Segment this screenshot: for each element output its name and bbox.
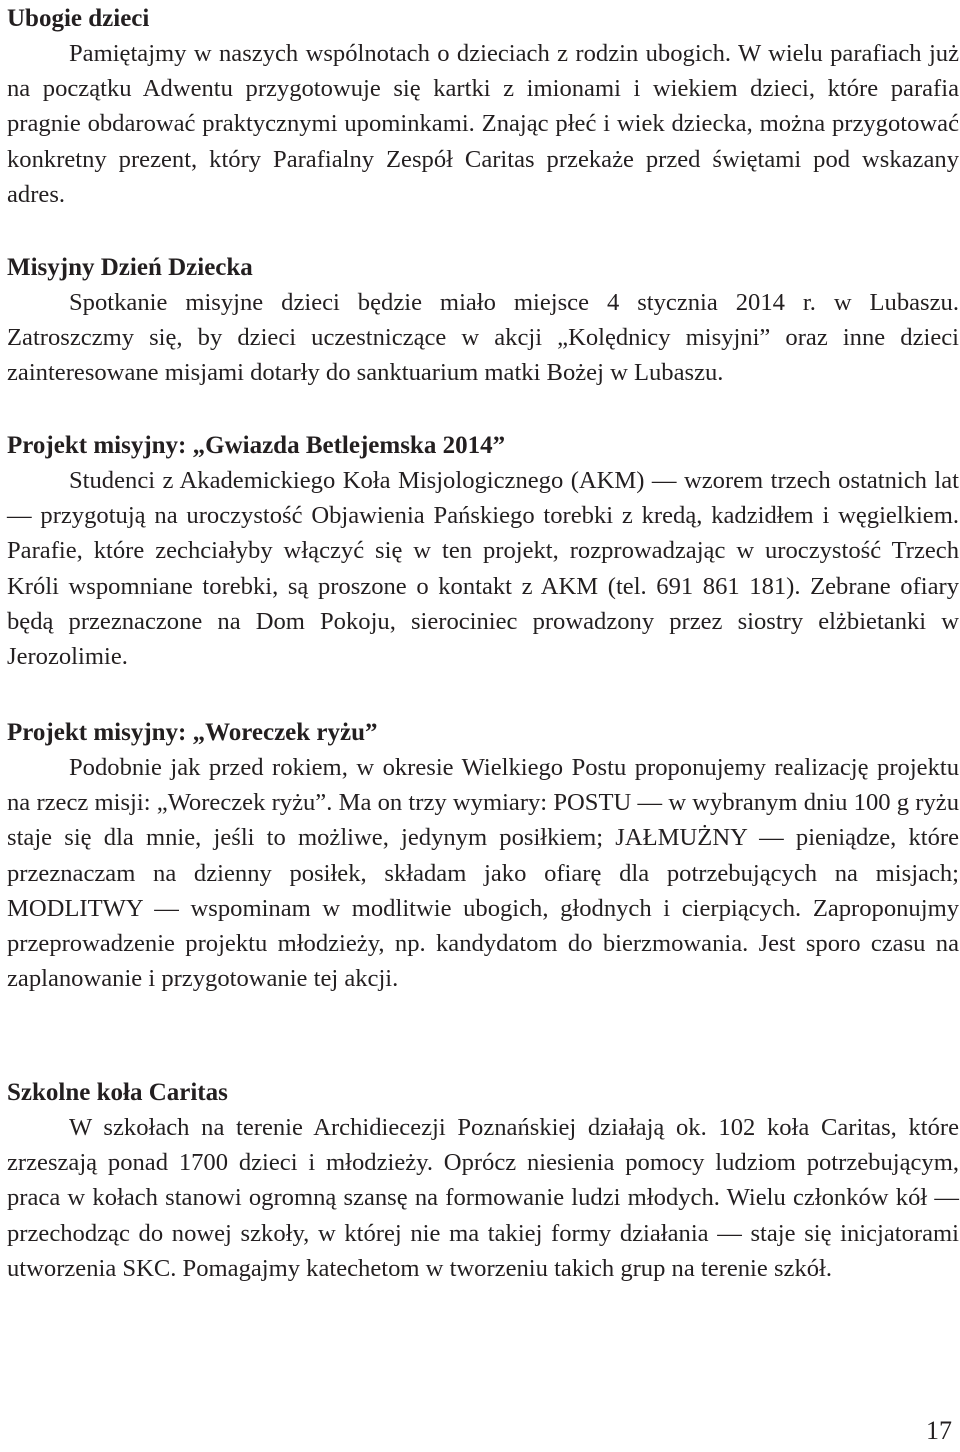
section-heading: Ubogie dzieci	[7, 5, 150, 32]
section-woreczek-ryzu	[7, 715, 959, 996]
section-paragraph: Pamiętajmy w naszych wspólnotach o dzieciach z rodzin ubogich. W wielu parafiach już na początku Adwentu przygotowuje się kartki z imionami i wiekiem dzieci, które parafia pragnie obdarować praktycznymi upominkami. Znając płeć i wiek dziecka, można przygotować konkretny prezent, który Parafialny Zespół Caritas przekaże przed świętami pod wskazany adres.	[7, 40, 959, 208]
section-paragraph: Podobnie jak przed rokiem, w okresie Wielkiego Postu proponujemy realizację projektu na rzecz misji: „Woreczek ryżu”. Ma on trzy wymiary: POSTU — w wybranym dniu 100 g ryżu staje się dla mnie, jeśli to możliwe, jedynym posiłkiem; JAŁMUŻNY — pieniądze, które przeznaczam na dzienny posiłek, składam jako ofiarę dla potrzebujących na misjach; MODLITWY — wspominam w modlitwie ubogich, głodnych i cierpiących. Zaproponujmy przeprowadzenie projektu młodzieży, np. kandydatom do bierzmowania. Jest sporo czasu na zaplanowanie i przygotowanie tej akcji.	[7, 754, 959, 993]
section-heading: Projekt misyjny: „Woreczek ryżu”	[7, 719, 378, 746]
section-szkolne-kola-caritas	[7, 1075, 959, 1286]
section-heading: Misyjny Dzień Dziecka	[7, 254, 253, 281]
section-misyjny-dzien-dziecka	[7, 250, 959, 391]
section-gwiazda-betlejemska	[7, 428, 959, 674]
section-paragraph: Spotkanie misyjne dzieci będzie miało miejsce 4 stycznia 2014 r. w Lubaszu. Zatroszczmy się, by dzieci uczestniczące w akcji „Kolędnicy misyjni” oraz inne dzieci zainteresowane misjami dotarły do sanktuarium matki Bożej w Lubaszu.	[7, 289, 959, 387]
page-number: 17	[926, 1416, 952, 1445]
section-paragraph: W szkołach na terenie Archidiecezji Poznańskiej działają ok. 102 koła Caritas, które zrzeszają ponad 1700 dzieci i młodzieży. Oprócz niesienia pomocy ludziom potrzebującym, praca w kołach stanowi ogromną szansę na formowanie ludzi młodych. Wielu członków kół — przechodząc do nowej szkoły, w której nie ma takiej formy działania — staje się inicjatorami utworzenia SKC. Pomagajmy katechetom w tworzeniu takich grup na terenie szkół.	[7, 1114, 959, 1282]
section-ubogie-dzieci	[7, 1, 959, 212]
section-heading: Projekt misyjny: „Gwiazda Betlejemska 2014”	[7, 432, 506, 459]
section-heading: Szkolne koła Caritas	[7, 1079, 228, 1106]
section-paragraph: Studenci z Akademickiego Koła Misjologicznego (AKM) — wzorem trzech ostatnich lat — przygotują na uroczystość Objawienia Pańskiego torebki z kredą, kadzidłem i węgielkiem. Parafie, które zechciałyby włączyć się w ten projekt, rozprowadzając w uroczystość Trzech Króli wspomniane torebki, są proszone o kontakt z AKM (tel. 691 861 181). Zebrane ofiary będą przeznaczone na Dom Pokoju, sierociniec prowadzony przez siostry elżbietanki w Jerozolimie.	[7, 467, 959, 671]
